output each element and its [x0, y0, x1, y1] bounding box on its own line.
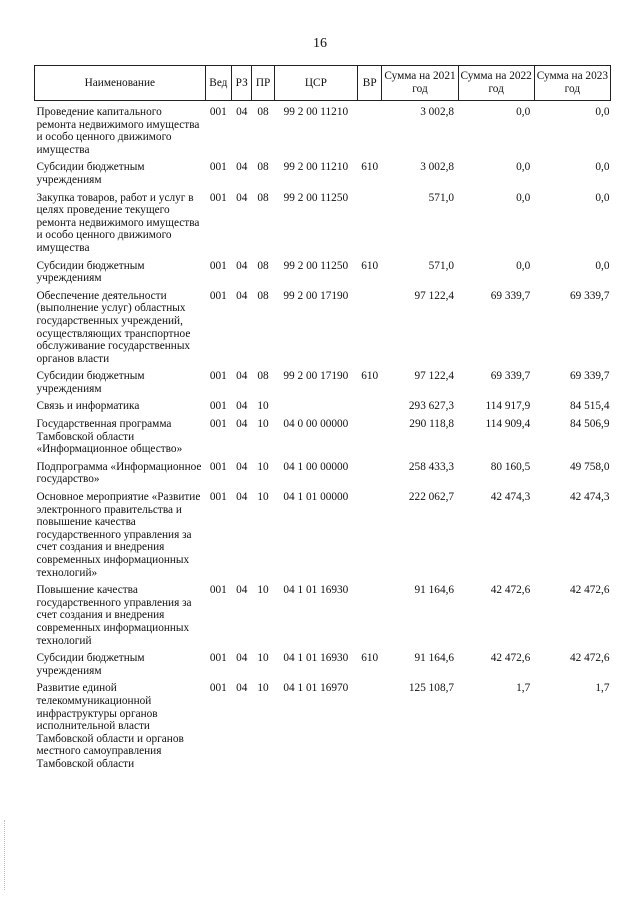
row-rz: 04: [236, 161, 248, 174]
budget-table: [34, 65, 611, 771]
row-csr: 04 1 01 16930: [283, 584, 349, 597]
page-number: 16: [313, 36, 327, 51]
margin-mark: [4, 820, 6, 890]
table-header-row: [35, 66, 611, 101]
row-sum-2023: 69 339,7: [569, 289, 610, 302]
row-sum-2023: 84 506,9: [569, 418, 610, 431]
table-row: [35, 413, 611, 456]
row-sum-2023: 0,0: [595, 161, 610, 174]
row-name: Субсидии бюджетным учреждениям: [36, 652, 145, 677]
row-csr: 99 2 00 11250: [283, 259, 349, 272]
row-rz: 04: [236, 400, 248, 413]
header-sum-2021: Сумма на 2021 год: [382, 66, 458, 101]
row-sum-2021: 222 062,7: [408, 491, 455, 504]
row-sum-2021: 571,0: [428, 191, 455, 204]
row-ved: 001: [209, 418, 227, 431]
row-csr: 04 1 01 16930: [283, 652, 349, 665]
row-sum-2021: 3 002,8: [420, 106, 455, 118]
row-name: Субсидии бюджетным учреждениям: [36, 370, 145, 395]
row-sum-2022: 114 917,9: [485, 400, 531, 413]
header-sum-2023: Сумма на 2023 год: [534, 66, 610, 101]
row-sum-2021: 290 118,8: [409, 418, 455, 431]
row-csr: 99 2 00 11250: [283, 191, 349, 204]
row-csr: 04 0 00 00000: [283, 418, 349, 431]
row-sum-2022: 69 339,7: [490, 370, 531, 383]
row-sum-2021: 571,0: [428, 259, 455, 272]
row-ved: 001: [209, 370, 227, 383]
row-name: Связь и информатика: [36, 400, 140, 413]
row-sum-2022: 80 160,5: [490, 460, 531, 473]
row-vr: 610: [361, 652, 379, 665]
row-sum-2022: 1,7: [516, 682, 531, 695]
row-pr: 10: [257, 400, 269, 413]
row-pr: 08: [257, 289, 269, 302]
table-row: [35, 579, 611, 647]
row-sum-2023: 42 474,3: [569, 491, 610, 504]
table-row: [35, 285, 611, 366]
row-vr: 610: [361, 370, 379, 383]
table-row: [35, 395, 611, 413]
row-sum-2023: 69 339,7: [569, 370, 610, 383]
row-vr: 610: [361, 259, 379, 272]
row-ved: 001: [209, 460, 227, 473]
row-rz: 04: [236, 259, 248, 272]
table-row: [35, 255, 611, 285]
row-sum-2023: 42 472,6: [569, 652, 610, 665]
header-pr: ПР: [252, 66, 274, 101]
row-vr: [358, 677, 382, 770]
row-sum-2021: 293 627,3: [408, 400, 455, 413]
row-sum-2023: 42 472,6: [569, 584, 610, 597]
row-sum-2023: 49 758,0: [569, 460, 610, 473]
row-csr: 99 2 00 11210: [283, 161, 349, 174]
row-rz: 04: [236, 191, 248, 204]
row-csr: [274, 395, 357, 413]
row-rz: 04: [236, 584, 248, 597]
row-name: Закупка товаров, работ и услуг в целях проведение текущего ремонта недвижимого имущества и особо ценного движимого имущества: [36, 191, 200, 254]
row-rz: 04: [236, 418, 248, 431]
row-rz: 04: [236, 370, 248, 383]
header-ved: Вед: [205, 66, 231, 101]
row-ved: 001: [209, 491, 227, 504]
row-sum-2021: 97 122,4: [414, 370, 455, 383]
row-sum-2022: 42 474,3: [490, 491, 531, 504]
header-rz: РЗ: [232, 66, 252, 101]
row-csr: 04 1 01 00000: [283, 491, 349, 504]
row-sum-2022: 0,0: [516, 191, 531, 204]
row-sum-2021: 91 164,6: [414, 584, 455, 597]
row-name: Повышение качества государственного управления за счет создания и внедрения современных информационных технологий: [36, 584, 192, 647]
row-name: Развитие единой телекоммуникационной инфраструктуры органов исполнительной власти Тамбовской области и органов местного самоуправления Тамбовской области: [36, 682, 184, 770]
row-rz: 04: [236, 491, 248, 504]
row-name: Подпрограмма «Информационное государство»: [36, 460, 202, 486]
row-vr: [358, 395, 382, 413]
row-sum-2022: 0,0: [516, 161, 531, 174]
row-sum-2022: 0,0: [516, 106, 531, 118]
row-sum-2021: 3 002,8: [420, 161, 455, 174]
row-sum-2022: 114 909,4: [485, 418, 531, 431]
row-vr: [358, 187, 382, 255]
row-pr: 08: [257, 191, 269, 204]
row-sum-2021: 97 122,4: [414, 289, 455, 302]
row-sum-2021: 91 164,6: [414, 652, 455, 665]
row-name: Проведение капитального ремонта недвижимого имущества и особо ценного движимого имущества: [36, 106, 200, 156]
row-sum-2022: 0,0: [516, 259, 531, 272]
table-row: [35, 187, 611, 255]
row-pr: 08: [257, 370, 269, 383]
row-sum-2023: 1,7: [595, 682, 610, 695]
table-row: [35, 156, 611, 186]
header-sum-2022: Сумма на 2022 год: [458, 66, 534, 101]
row-sum-2023: 0,0: [595, 191, 610, 204]
row-ved: 001: [209, 682, 227, 695]
row-pr: 10: [257, 652, 269, 665]
row-rz: 04: [236, 289, 248, 302]
row-sum-2022: 42 472,6: [490, 584, 531, 597]
row-ved: 001: [209, 584, 227, 597]
table-row: [35, 365, 611, 395]
row-sum-2022: 42 472,6: [490, 652, 531, 665]
table-row: [35, 101, 611, 157]
row-name: Обеспечение деятельности (выполнение услуг) областных государственных учреждений, осуществляющих транспортное обслуживание государственных органов власти: [36, 289, 191, 365]
table-row: [35, 486, 611, 579]
row-ved: 001: [209, 191, 227, 204]
row-name: Субсидии бюджетным учреждениям: [36, 161, 145, 186]
row-vr: [358, 579, 382, 647]
header-csr: ЦСР: [274, 66, 357, 101]
header-name: Наименование: [35, 66, 206, 101]
row-pr: 10: [257, 491, 269, 504]
row-name: Государственная программа Тамбовской области «Информационное общество»: [36, 418, 183, 456]
row-pr: 10: [257, 682, 269, 695]
row-pr: 10: [257, 584, 269, 597]
row-csr: 99 2 00 17190: [283, 289, 349, 302]
row-vr: [358, 101, 382, 157]
header-vr: ВР: [358, 66, 382, 101]
row-rz: 04: [236, 106, 248, 118]
row-rz: 04: [236, 682, 248, 695]
row-sum-2023: 0,0: [595, 106, 610, 118]
row-sum-2021: 125 108,7: [408, 682, 455, 695]
row-ved: 001: [209, 106, 227, 118]
row-csr: 04 1 00 00000: [283, 460, 349, 473]
row-ved: 001: [209, 400, 227, 413]
row-csr: 04 1 01 16970: [283, 682, 349, 695]
row-pr: 10: [257, 460, 269, 473]
row-vr: 610: [361, 161, 379, 174]
row-rz: 04: [236, 460, 248, 473]
row-ved: 001: [209, 259, 227, 272]
row-pr: 10: [257, 418, 269, 431]
row-vr: [358, 456, 382, 486]
row-pr: 08: [257, 259, 269, 272]
row-name: Основное мероприятие «Развитие электронного правительства и повышение качества государственного управления за счет создания и внедрения современных информационных технологий»: [36, 491, 201, 579]
row-vr: [358, 285, 382, 366]
row-ved: 001: [209, 161, 227, 174]
table-row: [35, 677, 611, 770]
row-sum-2022: 69 339,7: [490, 289, 531, 302]
row-sum-2023: 0,0: [595, 259, 610, 272]
row-rz: 04: [236, 652, 248, 665]
row-csr: 99 2 00 11210: [283, 106, 349, 118]
row-pr: 08: [257, 106, 269, 118]
row-pr: 08: [257, 161, 269, 174]
row-vr: [358, 486, 382, 579]
row-ved: 001: [209, 652, 227, 665]
row-csr: 99 2 00 17190: [283, 370, 349, 383]
table-row: [35, 456, 611, 486]
row-ved: 001: [209, 289, 227, 302]
row-sum-2023: 84 515,4: [569, 400, 610, 413]
row-vr: [358, 413, 382, 456]
row-name: Субсидии бюджетным учреждениям: [36, 259, 145, 285]
row-sum-2021: 258 433,3: [408, 460, 455, 473]
table-row: [35, 647, 611, 677]
